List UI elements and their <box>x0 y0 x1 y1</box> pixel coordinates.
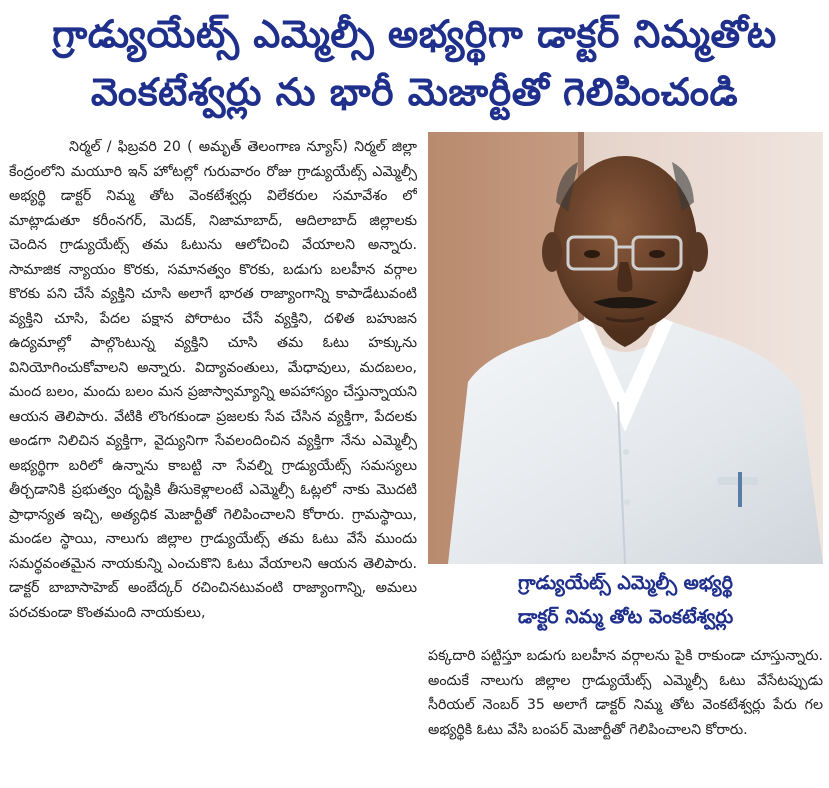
candidate-photo <box>428 132 823 564</box>
article-right-column <box>428 644 823 784</box>
caption-line-2: డాక్టర్ నిమ్మ తోట వెంకటేశ్వర్లు <box>517 606 734 628</box>
article-text-right: పక్కదారి పట్టిస్తూ బడుగు బలహీన వర్గాలను పైకి రాకుండా చూస్తున్నారు. అందుకే నాలుగు జిల్లాల గ్రాడ్యుయేట్స్ ఎమ్మెల్సీ ఓటు వేసేటప్పుడు సీరియల్ నెంబర్ 35 అలాగే డాక్టర్ నిమ్మ తోట వెంకటేశ్వర్లు పేరు గల అభ్యర్థికి ఓటు వేసి బంపర్ మెజార్టీతో గెలిపించాలని కోరారు. <box>428 648 823 738</box>
caption-line-1: గ్రాడ్యుయేట్స్ ఎమ్మెల్సీ అభ్యర్థి <box>518 572 733 594</box>
article-left-column <box>9 135 417 785</box>
article-body-left <box>9 135 417 625</box>
dateline: నిర్మల్ / ఫిబ్రవరి 20 ( అమృత్ తెలంగాణ న్యూస్) <box>69 139 348 155</box>
photo-caption <box>428 566 823 634</box>
headline-line-1: గ్రాడ్యుయేట్స్ ఎమ్మెల్సీ అభ్యర్థిగా డాక్టర్ నిమ్మతోట <box>52 12 777 56</box>
headline-line-2: వెంకటేశ్వర్లు ను భారీ మెజార్టీతో గెలిపించండి <box>90 70 739 114</box>
article-text-left: నిర్మల్ జిల్లా కేంద్రంలోని మయూరి ఇన్ హోటల్లో గురువారం రోజు గ్రాడ్యుయేట్స్ ఎమ్మెల్సీ అభ్యర్థి డాక్టర్ నిమ్మ తోట వెంకటేశ్వర్లు విలేకరుల సమావేశం లో మాట్లాడుతూ కరీంనగర్, మెదక్, నిజామాబాద్, ఆదిలాబాద్ జిల్లాలకు చెందిన గ్రాడ్యుయేట్స్ తమ ఓటును ఆలోచించి వేయాలని అన్నారు. సామాజిక న్యాయం కొరకు, సమానత్వం కొరకు, బడుగు బలహీన వర్గాల కొరకు పని చేసే వ్యక్తిని చూసి అలాగే భారత రాజ్యాంగాన్ని కాపాడేటువంటి వ్యక్తిని చూసి, పేదల పక్షాన పోరాటం చేసే వ్యక్తిని, దళిత బహుజన ఉద్యమాల్లో పాల్గొంటున్న వ్యక్తిని చూసి తమ ఓటు హక్కును వినియోగించుకోవాలని అన్నారు. విద్యావంతులు, మేధావులు, మదబలం, మంద బలం, మందు బలం మన ప్రజాస్వామ్యాన్ని అపహాస్యం చేస్తున్నాయని ఆయన తెలిపారు. వేటికి లొంగకుండా ప్రజలకు సేవ చేసిన వ్యక్తిగా, పేదలకు అండగా నిలిచిన వ్యక్తిగా, వైద్యునిగా సేవలందించిన వ్యక్తిగా నేను ఎమ్మెల్సీ అభ్యర్థిగా బరిలో ఉన్నాను కాబట్టి నా సేవల్ని గ్రాడ్యుయేట్స్ సమస్యలు తీర్చడానికి ప్రభుత్వం దృష్టికి తీసుకెళ్లాలంటే ఎమ్మెల్సీ ఓట్లలో నాకు మొదటి ప్రాధాన్యత ఇచ్చి, అత్యధిక మెజార్టీతో గెలిపించాలని కోరారు. గ్రామస్థాయి, మండల స్థాయి, నాలుగు జిల్లాల గ్రాడ్యుయేట్స్ తమ ఓటు వేసే ముందు సమర్థవంతమైన నాయకున్ని ఎంచుకొని ఓటు వేయాలని ఆయన తెలిపారు. డాక్టర్ బాబాసాహెబ్ అంబేద్కర్ రచించినటువంటి రాజ్యాంగాన్ని, అమలు పరచకుండా కొంతమంది నాయకులు, <box>9 139 417 621</box>
